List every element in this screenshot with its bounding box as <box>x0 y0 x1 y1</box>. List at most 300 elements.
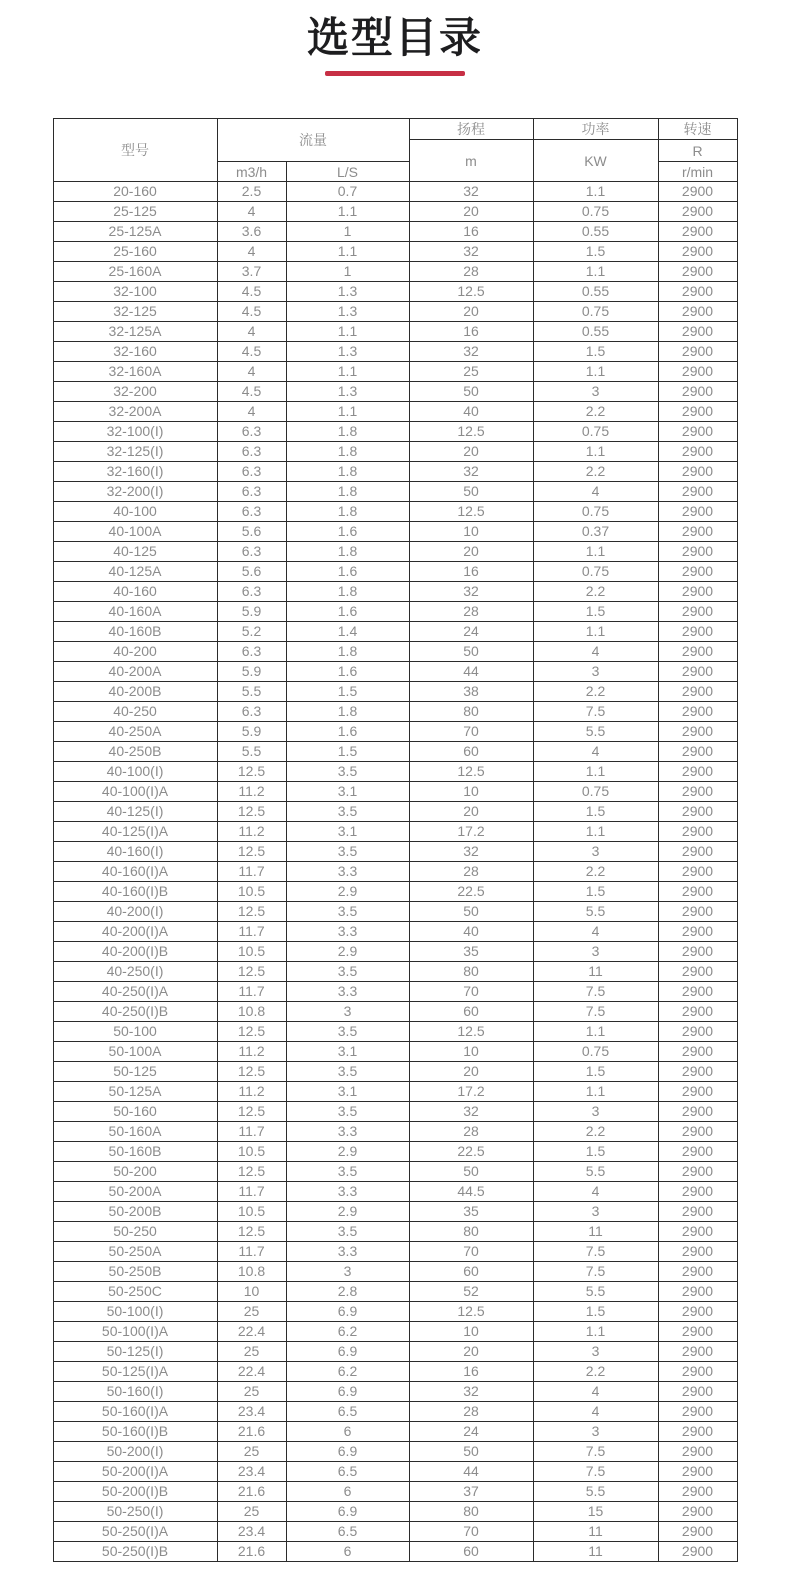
cell-speed_rpm: 2900 <box>658 422 737 442</box>
cell-model: 32-125 <box>53 302 217 322</box>
cell-flow_ls: 1.6 <box>286 522 409 542</box>
table-row <box>53 1362 737 1382</box>
cell-flow_ls: 1.5 <box>286 742 409 762</box>
cell-power_kw: 7.5 <box>533 1462 658 1482</box>
cell-model: 40-250(I) <box>53 962 217 982</box>
table-row <box>53 602 737 622</box>
cell-flow_ls: 1.8 <box>286 702 409 722</box>
cell-flow_ls: 6.5 <box>286 1462 409 1482</box>
cell-power_kw: 1.5 <box>533 1302 658 1322</box>
cell-speed_rpm: 2900 <box>658 1222 737 1242</box>
cell-flow_m3h: 25 <box>217 1442 286 1462</box>
cell-model: 40-125(I)A <box>53 822 217 842</box>
cell-head_m: 70 <box>409 722 533 742</box>
cell-model: 40-160B <box>53 622 217 642</box>
cell-speed_rpm: 2900 <box>658 562 737 582</box>
cell-power_kw: 0.75 <box>533 782 658 802</box>
cell-head_m: 60 <box>409 1542 533 1562</box>
cell-head_m: 50 <box>409 902 533 922</box>
cell-speed_rpm: 2900 <box>658 762 737 782</box>
header-flow-unit-m3h: m3/h <box>217 162 286 182</box>
cell-model: 40-200(I)A <box>53 922 217 942</box>
cell-flow_ls: 1.3 <box>286 282 409 302</box>
cell-head_m: 24 <box>409 622 533 642</box>
table-row <box>53 1342 737 1362</box>
cell-flow_ls: 6.9 <box>286 1442 409 1462</box>
cell-model: 40-100A <box>53 522 217 542</box>
cell-flow_m3h: 6.3 <box>217 642 286 662</box>
cell-speed_rpm: 2900 <box>658 342 737 362</box>
cell-speed_rpm: 2900 <box>658 362 737 382</box>
cell-flow_ls: 1.5 <box>286 682 409 702</box>
cell-speed_rpm: 2900 <box>658 242 737 262</box>
cell-model: 32-125(I) <box>53 442 217 462</box>
cell-head_m: 32 <box>409 1102 533 1122</box>
cell-head_m: 25 <box>409 362 533 382</box>
cell-flow_m3h: 25 <box>217 1382 286 1402</box>
cell-head_m: 28 <box>409 1402 533 1422</box>
cell-flow_ls: 1.4 <box>286 622 409 642</box>
cell-head_m: 80 <box>409 1502 533 1522</box>
table-header <box>53 119 737 182</box>
cell-speed_rpm: 2900 <box>658 1302 737 1322</box>
table-row <box>53 1242 737 1262</box>
cell-head_m: 80 <box>409 1222 533 1242</box>
cell-flow_m3h: 6.3 <box>217 542 286 562</box>
cell-flow_ls: 1.6 <box>286 662 409 682</box>
cell-model: 32-125A <box>53 322 217 342</box>
header-speed: 转速 <box>658 119 737 140</box>
cell-power_kw: 0.55 <box>533 282 658 302</box>
cell-flow_m3h: 10.5 <box>217 1142 286 1162</box>
cell-flow_m3h: 6.3 <box>217 482 286 502</box>
cell-flow_m3h: 4 <box>217 202 286 222</box>
cell-speed_rpm: 2900 <box>658 482 737 502</box>
cell-model: 40-100(I) <box>53 762 217 782</box>
cell-head_m: 80 <box>409 962 533 982</box>
cell-speed_rpm: 2900 <box>658 382 737 402</box>
cell-model: 50-100 <box>53 1022 217 1042</box>
cell-model: 50-125 <box>53 1062 217 1082</box>
cell-speed_rpm: 2900 <box>658 1182 737 1202</box>
cell-flow_ls: 1.8 <box>286 482 409 502</box>
cell-power_kw: 1.5 <box>533 1142 658 1162</box>
cell-head_m: 50 <box>409 482 533 502</box>
table-row <box>53 1522 737 1542</box>
cell-flow_m3h: 4.5 <box>217 302 286 322</box>
cell-power_kw: 1.1 <box>533 1082 658 1102</box>
cell-head_m: 50 <box>409 1442 533 1462</box>
cell-head_m: 20 <box>409 202 533 222</box>
cell-flow_ls: 3.5 <box>286 1102 409 1122</box>
cell-flow_m3h: 6.3 <box>217 422 286 442</box>
cell-speed_rpm: 2900 <box>658 1382 737 1402</box>
cell-flow_m3h: 23.4 <box>217 1522 286 1542</box>
cell-model: 50-160(I) <box>53 1382 217 1402</box>
cell-head_m: 38 <box>409 682 533 702</box>
cell-flow_ls: 3.5 <box>286 1022 409 1042</box>
cell-speed_rpm: 2900 <box>658 1062 737 1082</box>
table-row <box>53 1082 737 1102</box>
cell-speed_rpm: 2900 <box>658 722 737 742</box>
cell-flow_ls: 1.1 <box>286 402 409 422</box>
cell-head_m: 16 <box>409 1362 533 1382</box>
cell-speed_rpm: 2900 <box>658 182 737 202</box>
cell-flow_m3h: 22.4 <box>217 1362 286 1382</box>
cell-head_m: 35 <box>409 942 533 962</box>
cell-head_m: 20 <box>409 442 533 462</box>
cell-speed_rpm: 2900 <box>658 262 737 282</box>
cell-model: 50-160(I)A <box>53 1402 217 1422</box>
cell-speed_rpm: 2900 <box>658 222 737 242</box>
cell-power_kw: 1.1 <box>533 1322 658 1342</box>
cell-flow_m3h: 3.6 <box>217 222 286 242</box>
cell-flow_ls: 6.9 <box>286 1502 409 1522</box>
cell-power_kw: 5.5 <box>533 902 658 922</box>
cell-flow_ls: 6.2 <box>286 1362 409 1382</box>
cell-flow_m3h: 5.9 <box>217 662 286 682</box>
cell-flow_ls: 1.6 <box>286 602 409 622</box>
cell-speed_rpm: 2900 <box>658 662 737 682</box>
cell-flow_m3h: 23.4 <box>217 1402 286 1422</box>
cell-head_m: 35 <box>409 1202 533 1222</box>
cell-speed_rpm: 2900 <box>658 202 737 222</box>
cell-head_m: 12.5 <box>409 502 533 522</box>
table-body <box>53 182 737 1562</box>
cell-power_kw: 11 <box>533 962 658 982</box>
cell-speed_rpm: 2900 <box>658 582 737 602</box>
cell-flow_m3h: 10.5 <box>217 942 286 962</box>
cell-model: 50-200 <box>53 1162 217 1182</box>
cell-flow_m3h: 21.6 <box>217 1422 286 1442</box>
cell-model: 40-160(I)B <box>53 882 217 902</box>
cell-flow_ls: 1 <box>286 222 409 242</box>
cell-speed_rpm: 2900 <box>658 1102 737 1122</box>
cell-speed_rpm: 2900 <box>658 1142 737 1162</box>
cell-model: 40-200 <box>53 642 217 662</box>
cell-head_m: 37 <box>409 1482 533 1502</box>
cell-flow_m3h: 12.5 <box>217 842 286 862</box>
cell-flow_ls: 1.1 <box>286 242 409 262</box>
cell-head_m: 12.5 <box>409 422 533 442</box>
cell-flow_m3h: 5.9 <box>217 602 286 622</box>
table-row <box>53 1042 737 1062</box>
table-row <box>53 982 737 1002</box>
cell-speed_rpm: 2900 <box>658 1482 737 1502</box>
cell-model: 50-250(I)B <box>53 1542 217 1562</box>
cell-head_m: 28 <box>409 602 533 622</box>
cell-flow_ls: 3.1 <box>286 822 409 842</box>
cell-flow_m3h: 11.7 <box>217 1182 286 1202</box>
cell-model: 50-125(I)A <box>53 1362 217 1382</box>
cell-power_kw: 1.1 <box>533 762 658 782</box>
cell-speed_rpm: 2900 <box>658 322 737 342</box>
table-row <box>53 1442 737 1462</box>
cell-flow_ls: 1.8 <box>286 502 409 522</box>
cell-power_kw: 3 <box>533 662 658 682</box>
cell-flow_m3h: 5.5 <box>217 742 286 762</box>
cell-speed_rpm: 2900 <box>658 642 737 662</box>
cell-flow_ls: 1.1 <box>286 362 409 382</box>
cell-speed_rpm: 2900 <box>658 1022 737 1042</box>
cell-head_m: 32 <box>409 1382 533 1402</box>
header-head: 扬程 <box>409 119 533 140</box>
cell-flow_ls: 3.5 <box>286 1062 409 1082</box>
cell-flow_m3h: 23.4 <box>217 1462 286 1482</box>
table-row <box>53 1482 737 1502</box>
cell-speed_rpm: 2900 <box>658 702 737 722</box>
cell-flow_ls: 1.8 <box>286 642 409 662</box>
cell-power_kw: 1.1 <box>533 542 658 562</box>
cell-power_kw: 7.5 <box>533 1002 658 1022</box>
table-row <box>53 842 737 862</box>
table-row <box>53 722 737 742</box>
cell-model: 50-250C <box>53 1282 217 1302</box>
cell-flow_ls: 1.8 <box>286 462 409 482</box>
cell-head_m: 17.2 <box>409 1082 533 1102</box>
cell-speed_rpm: 2900 <box>658 1082 737 1102</box>
cell-flow_m3h: 4 <box>217 322 286 342</box>
cell-speed_rpm: 2900 <box>658 302 737 322</box>
cell-power_kw: 5.5 <box>533 1482 658 1502</box>
cell-power_kw: 1.1 <box>533 262 658 282</box>
cell-speed_rpm: 2900 <box>658 862 737 882</box>
cell-head_m: 28 <box>409 262 533 282</box>
cell-head_m: 50 <box>409 382 533 402</box>
cell-flow_m3h: 12.5 <box>217 1022 286 1042</box>
cell-head_m: 20 <box>409 302 533 322</box>
table-row <box>53 922 737 942</box>
table-row <box>53 582 737 602</box>
cell-power_kw: 1.1 <box>533 822 658 842</box>
cell-flow_ls: 3 <box>286 1002 409 1022</box>
cell-power_kw: 1.5 <box>533 1062 658 1082</box>
cell-model: 40-250(I)A <box>53 982 217 1002</box>
cell-flow_m3h: 12.5 <box>217 1062 286 1082</box>
cell-power_kw: 2.2 <box>533 1122 658 1142</box>
cell-head_m: 12.5 <box>409 282 533 302</box>
cell-model: 32-100(I) <box>53 422 217 442</box>
cell-flow_ls: 3.1 <box>286 782 409 802</box>
table-row <box>53 342 737 362</box>
cell-power_kw: 0.75 <box>533 422 658 442</box>
cell-flow_m3h: 11.2 <box>217 782 286 802</box>
table-row <box>53 362 737 382</box>
cell-speed_rpm: 2900 <box>658 982 737 1002</box>
cell-speed_rpm: 2900 <box>658 602 737 622</box>
cell-speed_rpm: 2900 <box>658 1162 737 1182</box>
cell-flow_m3h: 25 <box>217 1342 286 1362</box>
cell-flow_m3h: 12.5 <box>217 902 286 922</box>
cell-head_m: 16 <box>409 222 533 242</box>
cell-flow_m3h: 10 <box>217 1282 286 1302</box>
cell-flow_ls: 3.3 <box>286 1182 409 1202</box>
table-row <box>53 762 737 782</box>
cell-head_m: 40 <box>409 402 533 422</box>
cell-flow_m3h: 25 <box>217 1502 286 1522</box>
cell-model: 50-200(I)B <box>53 1482 217 1502</box>
cell-head_m: 24 <box>409 1422 533 1442</box>
table-row <box>53 462 737 482</box>
table-row <box>53 702 737 722</box>
cell-flow_m3h: 4 <box>217 402 286 422</box>
cell-flow_m3h: 11.7 <box>217 982 286 1002</box>
table-row <box>53 902 737 922</box>
cell-flow_m3h: 12.5 <box>217 762 286 782</box>
cell-speed_rpm: 2900 <box>658 522 737 542</box>
table-row <box>53 522 737 542</box>
cell-head_m: 10 <box>409 522 533 542</box>
cell-model: 40-160(I) <box>53 842 217 862</box>
cell-power_kw: 4 <box>533 482 658 502</box>
header-speed-unit-rmin: r/min <box>658 162 737 182</box>
cell-flow_m3h: 6.3 <box>217 442 286 462</box>
cell-head_m: 70 <box>409 982 533 1002</box>
cell-model: 50-250B <box>53 1262 217 1282</box>
cell-flow_ls: 1.8 <box>286 422 409 442</box>
cell-flow_m3h: 3.7 <box>217 262 286 282</box>
cell-flow_m3h: 22.4 <box>217 1322 286 1342</box>
cell-flow_m3h: 12.5 <box>217 1102 286 1122</box>
cell-speed_rpm: 2900 <box>658 1462 737 1482</box>
cell-head_m: 60 <box>409 1262 533 1282</box>
cell-power_kw: 1.1 <box>533 442 658 462</box>
cell-power_kw: 1.1 <box>533 1022 658 1042</box>
cell-flow_m3h: 10.5 <box>217 882 286 902</box>
table-row <box>53 422 737 442</box>
cell-model: 32-160(I) <box>53 462 217 482</box>
cell-flow_m3h: 12.5 <box>217 1222 286 1242</box>
cell-flow_ls: 6 <box>286 1422 409 1442</box>
cell-flow_ls: 3.5 <box>286 842 409 862</box>
table-row <box>53 802 737 822</box>
table-row <box>53 1302 737 1322</box>
cell-model: 50-200B <box>53 1202 217 1222</box>
cell-head_m: 60 <box>409 1002 533 1022</box>
cell-model: 40-100 <box>53 502 217 522</box>
cell-model: 32-100 <box>53 282 217 302</box>
cell-model: 50-250(I) <box>53 1502 217 1522</box>
cell-power_kw: 1.5 <box>533 602 658 622</box>
cell-head_m: 20 <box>409 542 533 562</box>
cell-head_m: 12.5 <box>409 762 533 782</box>
cell-flow_ls: 3.3 <box>286 862 409 882</box>
cell-power_kw: 11 <box>533 1542 658 1562</box>
cell-flow_ls: 3.3 <box>286 982 409 1002</box>
table-row <box>53 1502 737 1522</box>
table-row <box>53 1262 737 1282</box>
cell-flow_ls: 2.8 <box>286 1282 409 1302</box>
cell-power_kw: 4 <box>533 1402 658 1422</box>
cell-power_kw: 1.1 <box>533 182 658 202</box>
cell-head_m: 10 <box>409 782 533 802</box>
cell-flow_ls: 1.6 <box>286 562 409 582</box>
cell-speed_rpm: 2900 <box>658 1522 737 1542</box>
cell-flow_ls: 2.9 <box>286 1142 409 1162</box>
table-row <box>53 302 737 322</box>
cell-power_kw: 5.5 <box>533 1282 658 1302</box>
cell-model: 40-200A <box>53 662 217 682</box>
title-accent-divider <box>325 71 465 76</box>
cell-power_kw: 3 <box>533 1342 658 1362</box>
cell-head_m: 44 <box>409 662 533 682</box>
cell-model: 40-200(I)B <box>53 942 217 962</box>
cell-flow_ls: 3.3 <box>286 1122 409 1142</box>
table-row <box>53 182 737 202</box>
cell-flow_m3h: 12.5 <box>217 802 286 822</box>
cell-head_m: 70 <box>409 1522 533 1542</box>
cell-power_kw: 15 <box>533 1502 658 1522</box>
cell-head_m: 52 <box>409 1282 533 1302</box>
table-row <box>53 822 737 842</box>
table-row <box>53 562 737 582</box>
cell-flow_m3h: 10.8 <box>217 1262 286 1282</box>
cell-head_m: 80 <box>409 702 533 722</box>
cell-flow_m3h: 5.9 <box>217 722 286 742</box>
cell-speed_rpm: 2900 <box>658 502 737 522</box>
cell-head_m: 44 <box>409 1462 533 1482</box>
cell-flow_m3h: 21.6 <box>217 1482 286 1502</box>
cell-flow_ls: 6.5 <box>286 1402 409 1422</box>
cell-speed_rpm: 2900 <box>658 1502 737 1522</box>
cell-head_m: 17.2 <box>409 822 533 842</box>
cell-power_kw: 11 <box>533 1222 658 1242</box>
cell-flow_ls: 6.5 <box>286 1522 409 1542</box>
table-row <box>53 782 737 802</box>
cell-speed_rpm: 2900 <box>658 1122 737 1142</box>
cell-flow_ls: 1.1 <box>286 202 409 222</box>
table-row <box>53 682 737 702</box>
table-row <box>53 262 737 282</box>
table-row <box>53 382 737 402</box>
cell-model: 40-250(I)B <box>53 1002 217 1022</box>
cell-power_kw: 0.75 <box>533 1042 658 1062</box>
cell-head_m: 32 <box>409 582 533 602</box>
cell-flow_m3h: 5.5 <box>217 682 286 702</box>
cell-model: 40-250A <box>53 722 217 742</box>
cell-power_kw: 4 <box>533 642 658 662</box>
table-row <box>53 1102 737 1122</box>
cell-head_m: 10 <box>409 1322 533 1342</box>
cell-model: 50-250(I)A <box>53 1522 217 1542</box>
cell-flow_m3h: 4.5 <box>217 282 286 302</box>
table-row <box>53 882 737 902</box>
cell-flow_m3h: 10.8 <box>217 1002 286 1022</box>
cell-power_kw: 11 <box>533 1522 658 1542</box>
cell-model: 40-160(I)A <box>53 862 217 882</box>
cell-power_kw: 1.5 <box>533 342 658 362</box>
cell-power_kw: 7.5 <box>533 1262 658 1282</box>
cell-power_kw: 3 <box>533 1102 658 1122</box>
cell-flow_ls: 6.2 <box>286 1322 409 1342</box>
table-row <box>53 1282 737 1302</box>
cell-model: 50-125A <box>53 1082 217 1102</box>
cell-flow_ls: 1.3 <box>286 342 409 362</box>
cell-model: 40-250 <box>53 702 217 722</box>
table-row <box>53 322 737 342</box>
cell-head_m: 44.5 <box>409 1182 533 1202</box>
cell-flow_m3h: 5.2 <box>217 622 286 642</box>
cell-flow_ls: 3.1 <box>286 1042 409 1062</box>
table-row <box>53 742 737 762</box>
cell-flow_ls: 1.8 <box>286 582 409 602</box>
cell-flow_ls: 1.1 <box>286 322 409 342</box>
cell-flow_ls: 3.1 <box>286 1082 409 1102</box>
cell-head_m: 28 <box>409 1122 533 1142</box>
cell-power_kw: 1.5 <box>533 882 658 902</box>
cell-head_m: 20 <box>409 1342 533 1362</box>
table-row <box>53 542 737 562</box>
